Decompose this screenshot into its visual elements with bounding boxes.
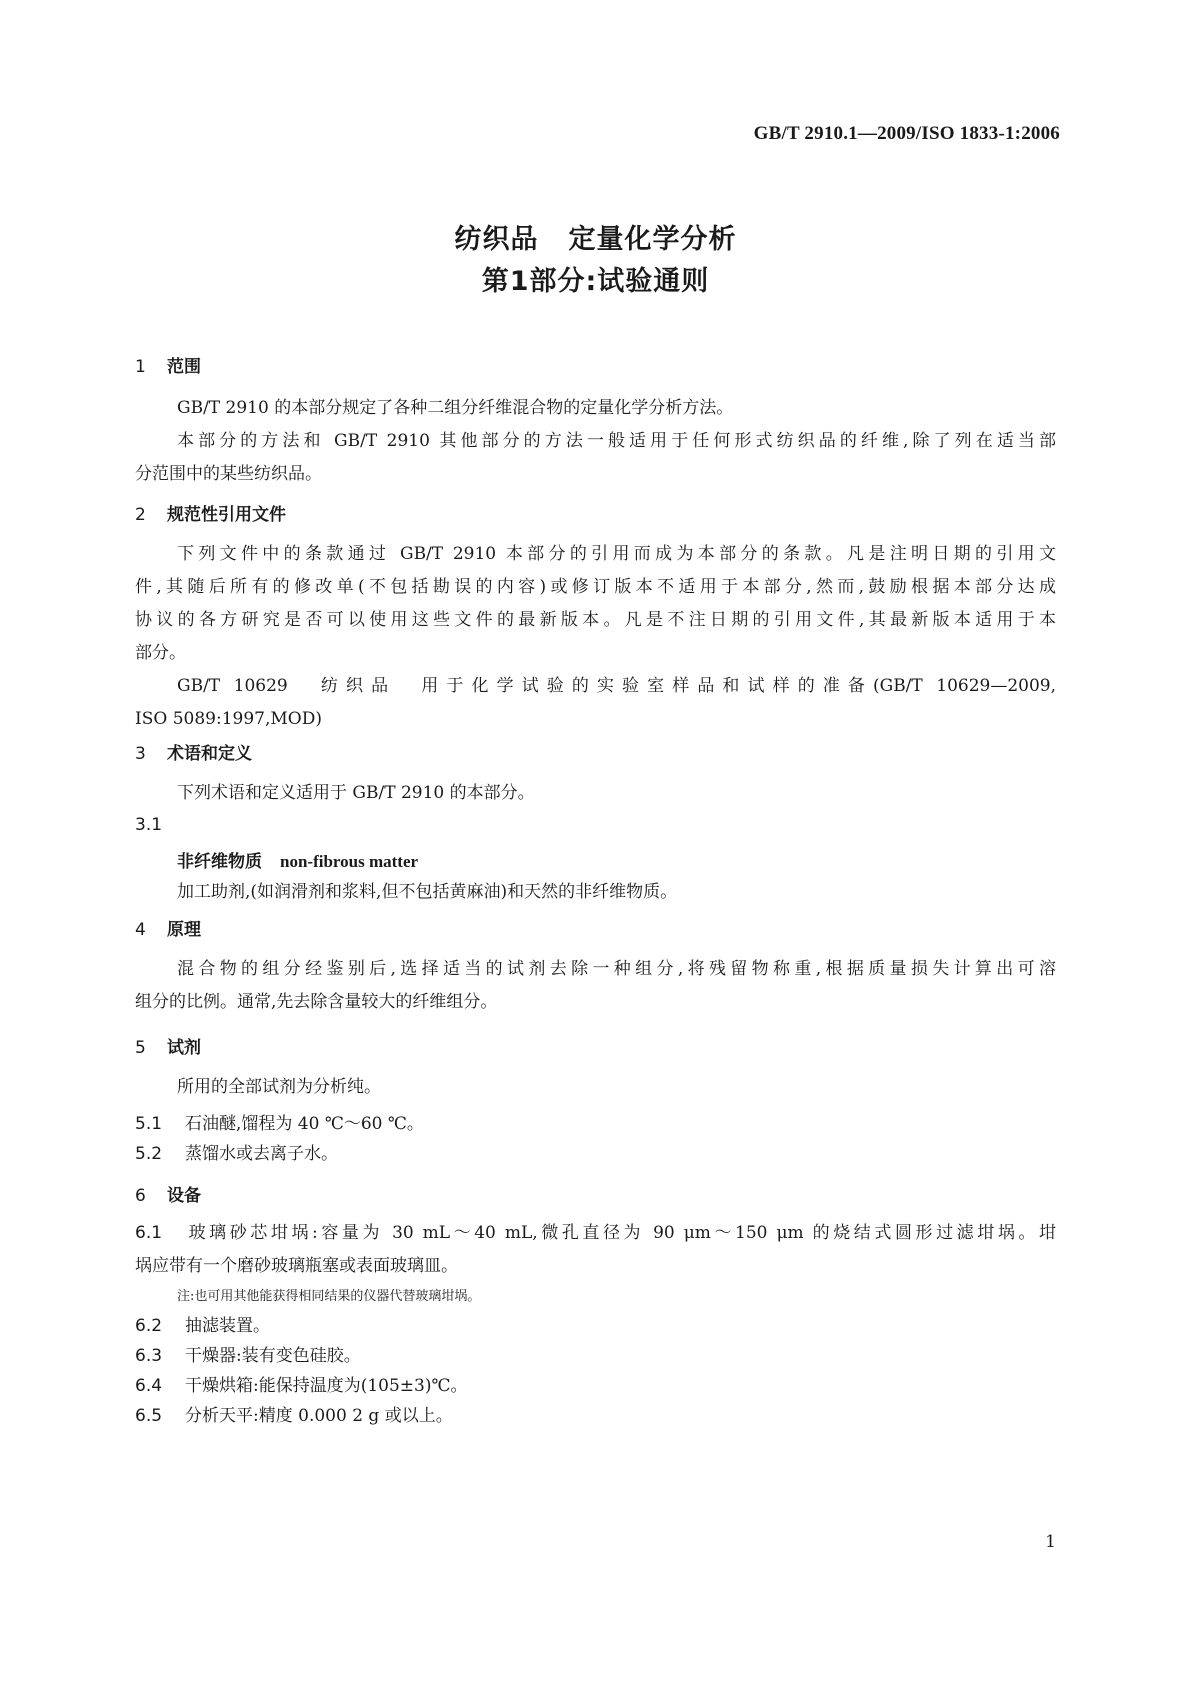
section-title: 试剂	[167, 1038, 201, 1058]
paragraph: GB/T 2910 的本部分规定了各种二组分纤维混合物的定量化学分析方法。	[177, 398, 734, 418]
title-line-2: 第1部分:试验通则	[481, 266, 710, 297]
item-6-1	[135, 1217, 1056, 1283]
paragraph: 下列术语和定义适用于 GB/T 2910 的本部分。	[177, 783, 535, 803]
section-title: 术语和定义	[167, 744, 252, 764]
paragraph-line: 组分的比例。通常,先去除含量较大的纤维组分。	[135, 992, 498, 1012]
section-title: 设备	[167, 1186, 201, 1206]
term-chinese: 非纤维物质	[177, 852, 262, 872]
paragraph-line: 部分。	[135, 643, 186, 663]
section-2-body	[135, 538, 1056, 736]
standard-number: GB/T 2910.1—2009/ISO 1833-1:2006	[753, 123, 1060, 144]
paragraph-line: 件,其随后所有的修改单(不包括勘误的内容)或修订版本不适用于本部分,然而,鼓励根据本部分达成	[135, 577, 1056, 597]
paragraph-line: 埚应带有一个磨砂玻璃瓶塞或表面玻璃皿。	[135, 1256, 458, 1276]
paragraph-line: 下列文件中的条款通过 GB/T 2910 本部分的引用而成为本部分的条款。凡是注明日期的引用文	[177, 544, 1056, 564]
list-item: 5.1 石油醚,馏程为 40 ℃～60 ℃。	[135, 1114, 424, 1134]
paragraph-line: 分范围中的某些纺织品。	[135, 464, 322, 484]
section-5-body	[135, 1071, 1056, 1104]
section-title: 规范性引用文件	[167, 505, 286, 525]
section-1-heading	[135, 352, 201, 377]
list-item: 5.2 蒸馏水或去离子水。	[135, 1144, 338, 1164]
section-number: 3	[135, 744, 146, 764]
reference-line: ISO 5089:1997,MOD)	[135, 709, 322, 729]
paragraph-line: 本部分的方法和 GB/T 2910 其他部分的方法一般适用于任何形式纺织品的纤维,除了列在适当部	[177, 431, 1056, 451]
title-part-a: 纺织品	[454, 224, 539, 255]
section-1-body	[135, 392, 1056, 491]
term-entry	[177, 847, 418, 872]
section-3-body	[135, 777, 1056, 810]
section-6-heading	[135, 1181, 201, 1206]
paragraph-line: 混合物的组分经鉴别后,选择适当的试剂去除一种组分,将残留物称重,根据质量损失计算出可溶	[177, 959, 1056, 979]
term-english: non-fibrous matter	[280, 852, 419, 871]
section-number: 2	[135, 505, 146, 525]
reference-line: GB/T 10629 纺织品 用于化学试验的实验室样品和试样的准备(GB/T 10629—2009,	[177, 676, 1056, 696]
section-number: 1	[135, 357, 146, 377]
item-number: 6.1	[135, 1223, 163, 1243]
title-part-b: 定量化学分析	[568, 224, 737, 255]
title-line-1	[0, 217, 1191, 256]
section-4-heading	[135, 915, 201, 940]
section-3-heading	[135, 739, 252, 764]
list-item: 6.2 抽滤装置。	[135, 1316, 270, 1336]
section-title: 范围	[167, 357, 201, 377]
list-item: 6.4 干燥烘箱:能保持温度为(105±3)℃。	[135, 1376, 468, 1396]
paragraph: 所用的全部试剂为分析纯。	[177, 1077, 381, 1097]
paragraph-line: 6.1 玻璃砂芯坩埚:容量为 30 mL～40 mL,微孔直径为 90 μm～150 μm 的烧结式圆形过滤坩埚。坩	[135, 1217, 1056, 1250]
page-number: 1	[1045, 1532, 1056, 1552]
list-item: 6.3 干燥器:装有变色硅胶。	[135, 1346, 361, 1366]
section-number: 5	[135, 1038, 146, 1058]
section-4-body	[135, 953, 1056, 1019]
section-number: 4	[135, 920, 146, 940]
term-definition: 加工助剂,(如润滑剂和浆料,但不包括黄麻油)和天然的非纤维物质。	[177, 882, 678, 902]
section-number: 6	[135, 1186, 146, 1206]
note: 注:也可用其他能获得相同结果的仪器代替玻璃坩埚。	[177, 1289, 481, 1304]
list-item: 6.5 分析天平:精度 0.000 2 g 或以上。	[135, 1406, 453, 1426]
section-2-heading	[135, 500, 286, 525]
paragraph-line: 协议的各方研究是否可以使用这些文件的最新版本。凡是不注日期的引用文件,其最新版本适用于本	[135, 610, 1056, 630]
section-title: 原理	[167, 920, 201, 940]
section-5-heading	[135, 1033, 201, 1058]
subclause-3-1-number: 3.1	[135, 815, 163, 835]
